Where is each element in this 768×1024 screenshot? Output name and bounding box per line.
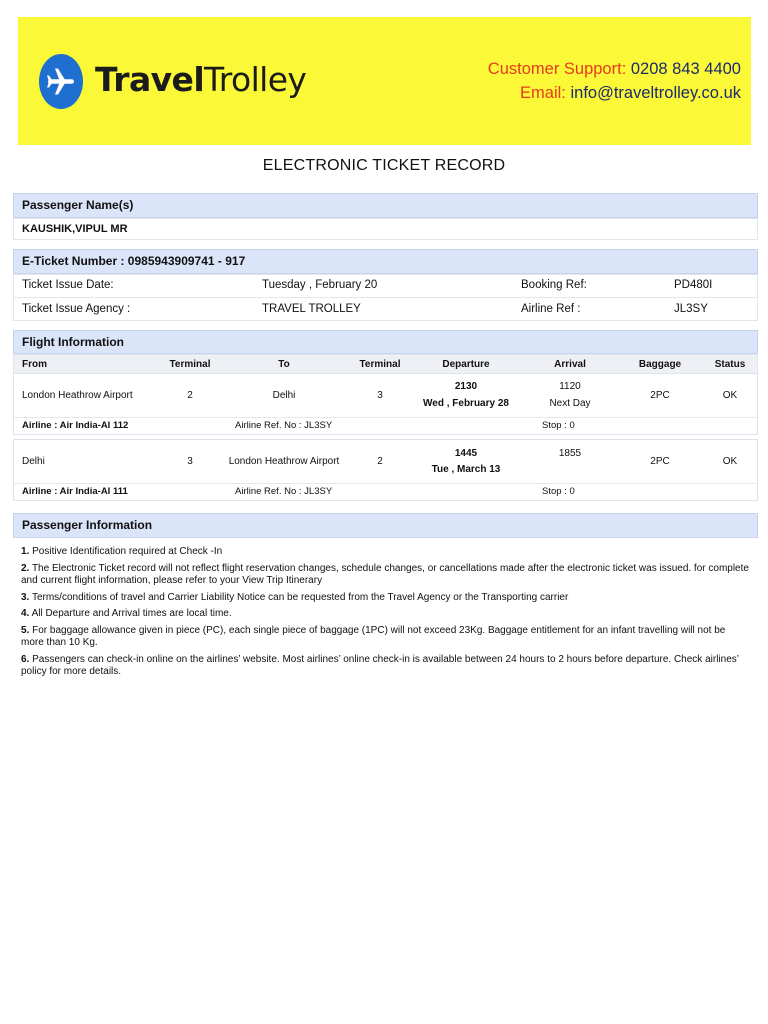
note-item: [21, 608, 749, 621]
flight-from: London Heathrow Airport: [22, 390, 133, 401]
note-number: 2.: [21, 562, 30, 574]
note-number: 1.: [21, 546, 30, 557]
passenger-info-header: Passenger Information: [13, 513, 758, 538]
note-text: Passengers can check-in online on the airlines’ website. Most airlines’ online check-in is available between 24 hours to 2 hours before departure. Check airlines’ policy for more details.: [21, 653, 739, 677]
flight-to-terminal: 3: [377, 390, 383, 401]
flight-segment-details: [14, 440, 757, 483]
note-number: 6.: [21, 653, 30, 665]
booking-ref-label: Booking Ref:: [521, 279, 587, 291]
company-logo-text: [95, 58, 306, 102]
note-item: [21, 563, 749, 588]
note-text: All Departure and Arrival times are local time.: [29, 608, 232, 619]
baggage: 2PC: [650, 456, 670, 467]
flight-from-terminal: 2: [187, 390, 193, 401]
ticket-agency-row: [13, 297, 758, 321]
flight-table-header: [13, 354, 758, 374]
issue-date: Tuesday , February 20: [262, 279, 378, 291]
flight-segment: [13, 439, 758, 501]
logo-text-light: Trolley: [204, 60, 307, 99]
departure-time: 2130: [454, 381, 478, 392]
support-email-line: [488, 81, 741, 105]
note-item: [21, 546, 749, 559]
note-text: For baggage allowance given in piece (PC), each single piece of baggage (1PC) will not exceed 23Kg. Baggage entitlement for an infant travelling will not be more than 10 Kg.: [21, 624, 726, 648]
passenger-name-row: [13, 218, 758, 240]
agency-name: TRAVEL TROLLEY: [262, 303, 361, 315]
note-text: Positive Identification required at Check -In: [29, 546, 223, 557]
document-title: ELECTRONIC TICKET RECORD: [262, 157, 506, 174]
passenger-info-notes: [21, 546, 749, 683]
support-email[interactable]: info@traveltrolley.co.uk: [570, 84, 741, 102]
arrival-time: 1855: [558, 448, 582, 459]
column-header: Status: [714, 359, 746, 370]
note-item: [21, 654, 749, 679]
eticket-number-header: E-Ticket Number : 0985943909741 - 917: [13, 249, 758, 274]
column-header: Terminal: [169, 359, 211, 370]
support-contact: [488, 57, 741, 105]
airline-ref-number: Airline Ref. No : JL3SY: [235, 420, 333, 431]
departure-date: Tue , March 13: [431, 464, 501, 475]
arrival-time: 1120: [559, 381, 581, 392]
airline-name: Airline : Air India-AI 112: [22, 420, 129, 431]
baggage: 2PC: [650, 390, 670, 401]
stops: Stop : 0: [542, 420, 575, 431]
column-header: From: [22, 359, 47, 370]
passenger-name-header: Passenger Name(s): [13, 193, 758, 218]
flight-segment-airline: [14, 483, 757, 500]
note-number: 3.: [21, 591, 30, 603]
note-text: The Electronic Ticket record will not reflect flight reservation changes, schedule changes, or cancellations made after the electronic ticket was issued. for complete and current flight information, please refer to your View Trip Itinerary: [21, 562, 749, 586]
note-number: 5.: [21, 624, 30, 636]
support-phone[interactable]: 0208 843 4400: [630, 60, 741, 78]
flight-status: OK: [722, 390, 738, 401]
airline-ref: JL3SY: [674, 303, 708, 315]
airline-ref-label: Airline Ref :: [521, 303, 581, 315]
agency-label: Ticket Issue Agency :: [22, 303, 131, 315]
note-item: [21, 592, 749, 605]
column-header: Arrival: [554, 359, 586, 370]
airline-ref-number: Airline Ref. No : JL3SY: [235, 486, 333, 497]
note-text: Terms/conditions of travel and Carrier Liability Notice can be requested from the Travel Agency or the Transporting carrier: [29, 591, 569, 603]
booking-ref: PD480I: [674, 279, 713, 291]
column-header: Baggage: [638, 359, 682, 370]
issue-date-label: Ticket Issue Date:: [22, 279, 114, 291]
column-header: Terminal: [359, 359, 401, 370]
flight-info-header: Flight Information: [13, 330, 758, 354]
flight-from: Delhi: [22, 456, 45, 467]
flight-segment: [13, 373, 758, 435]
arrival-note: Next Day: [549, 398, 591, 409]
stops: Stop : 0: [542, 486, 575, 497]
column-header: Departure: [442, 359, 490, 370]
note-item: [21, 625, 749, 650]
airline-name: Airline : Air India-AI 111: [22, 486, 128, 497]
flight-to-terminal: 2: [377, 456, 383, 467]
logo-text-bold: Travel: [95, 60, 205, 99]
flight-to: Delhi: [272, 390, 296, 401]
flight-to: London Heathrow Airport: [228, 456, 340, 467]
airplane-icon: [39, 54, 83, 109]
ticket-issue-row: [13, 274, 758, 298]
flight-status: OK: [722, 456, 738, 467]
passenger-name: KAUSHIK,VIPUL MR: [22, 223, 128, 235]
note-number: 4.: [21, 608, 30, 619]
header-banner: [18, 17, 751, 145]
departure-date: Wed , February 28: [423, 398, 509, 409]
support-label: Customer Support:: [487, 60, 627, 78]
email-label: Email:: [520, 84, 566, 102]
flight-from-terminal: 3: [187, 456, 193, 467]
column-header: To: [278, 359, 290, 370]
flight-segment-airline: [14, 417, 757, 434]
departure-time: 1445: [454, 448, 478, 459]
support-phone-line: [488, 57, 741, 81]
flight-segment-details: [14, 374, 757, 417]
